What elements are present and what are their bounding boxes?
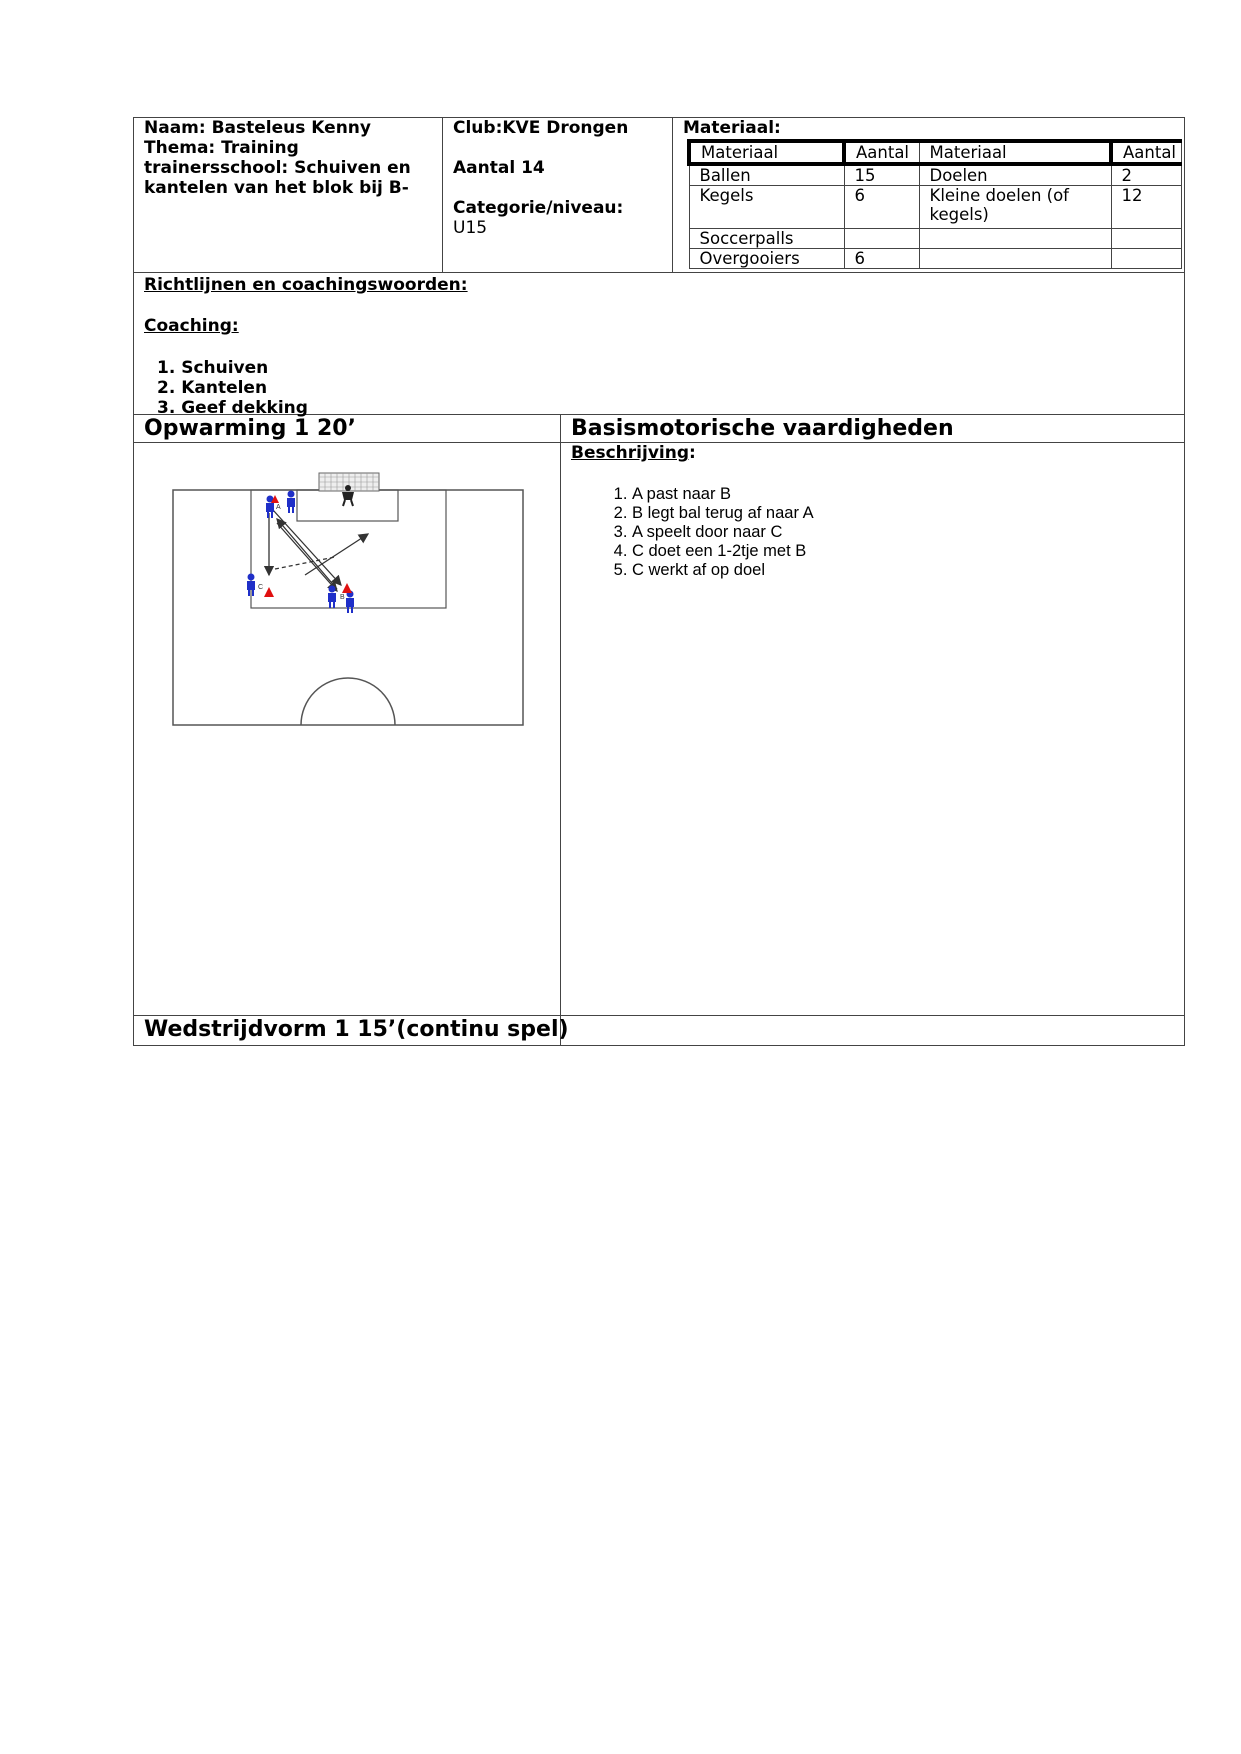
table-cell: Kegels [689, 186, 844, 229]
beschrijving-label [571, 443, 696, 463]
coaching-list [157, 358, 308, 418]
coaching-title: Coaching: [144, 316, 239, 336]
player-b-icon [328, 586, 336, 609]
divider [442, 117, 443, 272]
player-a-icon [266, 496, 274, 519]
exercise-diagram [165, 465, 535, 727]
divider [672, 117, 673, 272]
table-cell: 6 [844, 186, 919, 229]
beschrijving-word: Beschrijving [571, 443, 690, 463]
list-item: 1. Schuiven [157, 358, 269, 378]
header-cell: Materiaal [919, 141, 1111, 164]
table-cell [844, 229, 919, 249]
table-cell: 15 [844, 164, 919, 186]
materiaal-label: Materiaal: [683, 118, 781, 138]
table-header-row [689, 141, 1181, 164]
cell-line: kegels) [929, 205, 989, 224]
passing-arrows [269, 510, 368, 591]
table-cell: Overgooiers [689, 249, 844, 269]
list-item: 4. C doet een 1-2tje met B [632, 542, 814, 561]
categorie-value: U15 [453, 218, 488, 238]
list-item: 3. A speelt door naar C [632, 523, 814, 542]
wedstrijdvorm-title: Wedstrijdvorm 1 15’(continu spel) [144, 1017, 569, 1042]
list-item: 5. C werkt af op doel [632, 561, 814, 580]
table-cell: Doelen [919, 164, 1111, 186]
table-cell [919, 229, 1111, 249]
table-row [689, 186, 1181, 229]
player-icon [346, 591, 354, 614]
table-cell: Soccerpalls [689, 229, 844, 249]
description-list [612, 485, 814, 580]
table-cell [919, 249, 1111, 269]
cell-line: Kleine doelen (of [929, 186, 1069, 205]
table-row [689, 249, 1181, 269]
list-item: 2. B legt bal terug af naar A [632, 504, 814, 523]
player-icon [287, 491, 295, 514]
divider [133, 1015, 1185, 1016]
player-label: A [276, 504, 281, 511]
center-circle [301, 678, 395, 725]
table-cell: 2 [1111, 164, 1181, 186]
divider [133, 272, 1185, 273]
section-title-left: Opwarming 1 20’ [144, 416, 356, 441]
table-cell: 6 [844, 249, 919, 269]
list-item: 3. Geef dekking [157, 398, 308, 418]
categorie-label: Categorie/niveau: [453, 198, 624, 218]
beschrijving-colon: : [689, 443, 696, 463]
table-cell: Ballen [689, 164, 844, 186]
table-cell [919, 186, 1111, 229]
richtlijnen-title: Richtlijnen en coachingswoorden: [144, 275, 468, 295]
table-cell [1111, 249, 1181, 269]
aantal: Aantal 14 [453, 158, 545, 178]
section-title-right: Basismotorische vaardigheden [571, 416, 954, 441]
header-cell: Materiaal [689, 141, 844, 164]
thema-line-2: trainersschool: Schuiven en [144, 158, 411, 178]
cone-icon [264, 587, 274, 597]
thema-line-3: kantelen van het blok bij B- [144, 178, 409, 198]
header-cell: Aantal [844, 141, 919, 164]
cone-icon [342, 583, 352, 593]
header-cell: Aantal [1111, 141, 1181, 164]
player-label: B [340, 594, 345, 601]
list-item: 2. Kantelen [157, 378, 268, 398]
table-row [689, 229, 1181, 249]
table-cell: 12 [1111, 186, 1181, 229]
divider [560, 414, 561, 1046]
thema-line-1: Thema: Training [144, 138, 299, 158]
club: Club:KVE Drongen [453, 118, 629, 138]
player-label: C [258, 584, 264, 591]
materiaal-table [687, 139, 1182, 269]
table-cell [1111, 229, 1181, 249]
table-row [689, 164, 1181, 186]
list-item: 1. A past naar B [632, 485, 814, 504]
naam: Naam: Basteleus Kenny [144, 118, 371, 138]
